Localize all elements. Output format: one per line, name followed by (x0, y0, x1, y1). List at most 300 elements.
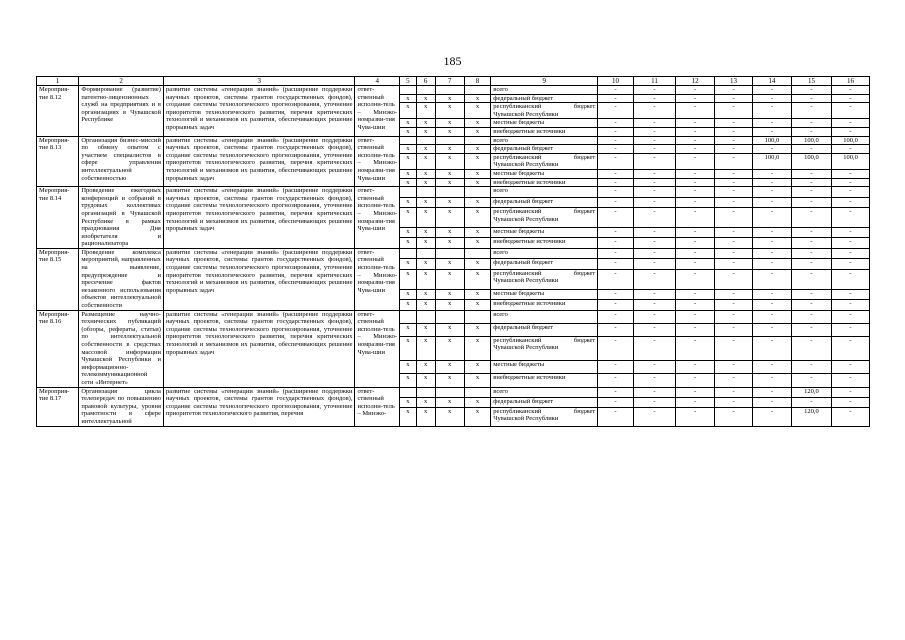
funding-value-cell: - (715, 153, 753, 169)
code-mark-cell: x (416, 103, 435, 119)
code-mark-cell (400, 136, 417, 145)
code-mark-cell: x (435, 94, 464, 103)
funding-source-cell: всего (491, 187, 598, 197)
funding-value-cell: - (633, 300, 675, 311)
funding-value-cell: - (791, 248, 831, 258)
measure-id-cell: Мероприя-тие 8.15 (37, 248, 79, 310)
code-mark-cell: x (416, 145, 435, 154)
code-mark-cell (416, 387, 435, 397)
funding-value-cell: - (715, 259, 753, 269)
funding-value-cell: - (676, 397, 715, 407)
funding-source-cell: республиканский бюджет Чувашской Республики (491, 336, 598, 361)
code-mark-cell: x (400, 145, 417, 154)
code-mark-cell: x (416, 153, 435, 169)
funding-value-cell: - (715, 397, 753, 407)
funding-value-cell: - (715, 387, 753, 397)
code-mark-cell: x (435, 323, 464, 336)
funding-value-cell: - (791, 119, 831, 128)
funding-source-cell: внебюджетные источники (491, 238, 598, 249)
funding-value-cell: - (752, 310, 791, 323)
funding-value-cell: - (791, 145, 831, 154)
executor-cell: ответ-ственный исполни-тель – Минэко-номразви-тия Чува-шии (355, 136, 400, 187)
funding-value-cell: - (715, 323, 753, 336)
funding-value-cell: - (752, 248, 791, 258)
funding-value-cell: - (598, 103, 634, 119)
funding-value-cell: - (598, 361, 634, 374)
funding-value-cell: - (791, 361, 831, 374)
funding-value-cell: - (598, 374, 634, 387)
funding-value-cell: - (598, 145, 634, 154)
code-mark-cell: x (416, 300, 435, 311)
funding-value-cell: - (715, 169, 753, 178)
code-mark-cell: x (416, 323, 435, 336)
code-mark-cell: x (435, 227, 464, 237)
column-number: 6 (416, 77, 435, 86)
funding-value-cell: - (676, 94, 715, 103)
funding-value-cell: - (791, 86, 831, 95)
funding-value-cell: - (791, 397, 831, 407)
funding-value-cell: - (791, 374, 831, 387)
funding-source-cell: местные бюджеты (491, 361, 598, 374)
code-mark-cell: x (435, 374, 464, 387)
funding-value-cell: - (676, 259, 715, 269)
funding-value-cell: - (752, 374, 791, 387)
funding-value-cell: - (633, 323, 675, 336)
code-mark-cell: x (435, 300, 464, 311)
funding-value-cell: - (633, 153, 675, 169)
funding-value-cell: - (676, 269, 715, 289)
funding-value-cell: - (832, 197, 870, 207)
code-mark-cell: x (435, 119, 464, 128)
measure-target-cell: развитие системы «генерации знаний» (расширение поддержки научных проектов, системы грантов государственных фондов), создание системы технологического прогнозирования, уточнение приоритетов технологического развития, перечня критических технологий и механизмов их развития, обеспечивающих решение прорывных задач (163, 248, 355, 310)
funding-source-cell: внебюджетные источники (491, 374, 598, 387)
funding-source-cell: республиканский бюджет Чувашской Республики (491, 208, 598, 228)
funding-value-cell: - (791, 187, 831, 197)
column-number: 16 (832, 77, 870, 86)
funding-value-cell: - (832, 208, 870, 228)
funding-source-cell: местные бюджеты (491, 227, 598, 237)
funding-value-cell: - (676, 178, 715, 187)
funding-value-cell: - (715, 248, 753, 258)
funding-source-cell: федеральный бюджет (491, 259, 598, 269)
code-mark-cell: x (435, 259, 464, 269)
code-mark-cell: x (416, 259, 435, 269)
funding-value-cell: - (832, 289, 870, 299)
code-mark-cell: x (400, 397, 417, 407)
funding-value-cell: - (832, 407, 870, 426)
code-mark-cell: x (464, 407, 491, 426)
code-mark-cell (400, 187, 417, 197)
code-mark-cell: x (464, 169, 491, 178)
column-number: 5 (400, 77, 417, 86)
funding-source-cell: республиканский бюджет Чувашской Республики (491, 103, 598, 119)
funding-value-cell: - (633, 169, 675, 178)
code-mark-cell: x (400, 127, 417, 136)
funding-value-cell: - (752, 94, 791, 103)
funding-value-cell: - (633, 387, 675, 397)
funding-value-cell: - (715, 145, 753, 154)
funding-source-cell: федеральный бюджет (491, 197, 598, 207)
code-mark-cell: x (400, 119, 417, 128)
funding-value-cell: - (752, 227, 791, 237)
funding-source-cell: федеральный бюджет (491, 145, 598, 154)
funding-source-cell: всего (491, 248, 598, 258)
funding-value-cell: - (676, 300, 715, 311)
funding-value-cell: - (832, 248, 870, 258)
funding-value-cell: - (832, 300, 870, 311)
funding-value-cell: - (633, 374, 675, 387)
funding-value-cell: - (832, 323, 870, 336)
code-mark-cell: x (400, 289, 417, 299)
code-mark-cell: x (464, 374, 491, 387)
code-mark-cell (416, 248, 435, 258)
code-mark-cell: x (435, 178, 464, 187)
funding-value-cell: - (752, 187, 791, 197)
funding-value-cell: - (832, 103, 870, 119)
funding-value-cell: - (676, 119, 715, 128)
code-mark-cell: x (464, 127, 491, 136)
code-mark-cell: x (416, 119, 435, 128)
code-mark-cell: x (400, 103, 417, 119)
code-mark-cell: x (464, 238, 491, 249)
executor-cell: ответ-ственный исполни-тель – Минэко-номразви-тия Чува-шии (355, 310, 400, 387)
funding-value-cell: - (752, 169, 791, 178)
code-mark-cell: x (435, 208, 464, 228)
funding-value-cell: - (832, 310, 870, 323)
funding-value-cell: 100,0 (752, 136, 791, 145)
code-mark-cell: x (435, 238, 464, 249)
funding-value-cell: - (598, 269, 634, 289)
measure-id-cell: Мероприя-тие 8.14 (37, 187, 79, 249)
funding-value-cell: - (598, 397, 634, 407)
funding-value-cell: - (832, 397, 870, 407)
funding-value-cell: - (633, 136, 675, 145)
column-number: 13 (715, 77, 753, 86)
code-mark-cell (464, 248, 491, 258)
code-mark-cell (464, 86, 491, 95)
funding-value-cell: - (676, 187, 715, 197)
funding-value-cell: - (633, 269, 675, 289)
code-mark-cell: x (400, 323, 417, 336)
funding-value-cell: - (752, 289, 791, 299)
funding-value-cell: - (832, 374, 870, 387)
funding-value-cell: - (715, 103, 753, 119)
funding-value-cell: - (832, 336, 870, 361)
funding-value-cell: - (676, 248, 715, 258)
funding-source-cell: местные бюджеты (491, 169, 598, 178)
funding-value-cell: - (598, 197, 634, 207)
code-mark-cell: x (435, 103, 464, 119)
funding-value-cell: - (676, 86, 715, 95)
code-mark-cell: x (464, 300, 491, 311)
code-mark-cell (435, 387, 464, 397)
code-mark-cell: x (400, 227, 417, 237)
funding-value-cell: - (598, 227, 634, 237)
code-mark-cell (400, 248, 417, 258)
code-mark-cell: x (400, 238, 417, 249)
funding-value-cell: - (598, 387, 634, 397)
funding-value-cell: - (633, 336, 675, 361)
funding-value-cell: 120,0 (791, 407, 831, 426)
funding-value-cell: - (598, 127, 634, 136)
code-mark-cell: x (464, 361, 491, 374)
measure-description-cell: Формирование (развитие) патентно-лицензионных служб на предприятиях и в организациях в Чувашской Республике (79, 86, 164, 137)
code-mark-cell: x (416, 197, 435, 207)
funding-source-cell: республиканский бюджет Чувашской Республики (491, 407, 598, 426)
funding-value-cell: - (715, 86, 753, 95)
funding-value-cell: 100,0 (752, 153, 791, 169)
funding-value-cell: - (633, 103, 675, 119)
funding-value-cell: - (752, 127, 791, 136)
code-mark-cell (416, 86, 435, 95)
funding-value-cell: - (598, 169, 634, 178)
funding-value-cell: - (633, 208, 675, 228)
code-mark-cell: x (400, 300, 417, 311)
funding-value-cell: - (715, 336, 753, 361)
funding-value-cell: - (676, 197, 715, 207)
funding-value-cell: - (598, 187, 634, 197)
funding-value-cell: - (791, 289, 831, 299)
table-row (37, 387, 870, 397)
funding-value-cell: - (676, 374, 715, 387)
code-mark-cell: x (416, 374, 435, 387)
measure-id-cell: Мероприя-тие 8.17 (37, 387, 79, 426)
measure-id-cell: Мероприя-тие 8.16 (37, 310, 79, 387)
measure-target-cell: развитие системы «генерации знаний» (расширение поддержки научных проектов, системы грантов государственных фондов), создание системы технологического прогнозирования, уточнение приоритетов технологического развития, перечня критических технологий и механизмов их развития, обеспечивающих решение прорывных задач (163, 136, 355, 187)
funding-value-cell: 100,0 (791, 136, 831, 145)
funding-value-cell: - (598, 407, 634, 426)
funding-value-cell: - (598, 323, 634, 336)
column-number: 7 (435, 77, 464, 86)
code-mark-cell: x (464, 397, 491, 407)
code-mark-cell (464, 310, 491, 323)
code-mark-cell (416, 310, 435, 323)
funding-value-cell: - (752, 361, 791, 374)
funding-value-cell: - (598, 136, 634, 145)
funding-value-cell: - (676, 169, 715, 178)
code-mark-cell (416, 136, 435, 145)
funding-value-cell: - (598, 153, 634, 169)
funding-value-cell: - (752, 300, 791, 311)
code-mark-cell: x (416, 94, 435, 103)
funding-value-cell: - (791, 94, 831, 103)
code-mark-cell: x (400, 197, 417, 207)
code-mark-cell (435, 248, 464, 258)
code-mark-cell: x (464, 208, 491, 228)
funding-value-cell: - (676, 227, 715, 237)
code-mark-cell: x (400, 153, 417, 169)
table-row (37, 86, 870, 95)
code-mark-cell (400, 310, 417, 323)
funding-value-cell: - (832, 86, 870, 95)
code-mark-cell: x (416, 178, 435, 187)
funding-value-cell: - (752, 119, 791, 128)
funding-value-cell: - (752, 197, 791, 207)
funding-value-cell: - (752, 323, 791, 336)
code-mark-cell: x (464, 145, 491, 154)
code-mark-cell: x (464, 94, 491, 103)
code-mark-cell: x (435, 397, 464, 407)
code-mark-cell: x (416, 397, 435, 407)
funding-value-cell: - (633, 119, 675, 128)
funding-value-cell: - (676, 145, 715, 154)
funding-value-cell: - (752, 238, 791, 249)
funding-value-cell: - (791, 300, 831, 311)
measure-target-cell: развитие системы «генерации знаний» (расширение поддержки научных проектов, системы грантов государственных фондов), создание системы технологического прогнозирования, уточнение приоритетов технологического развития, перечня критических технологий и механизмов их развития, обеспечивающих решение прорывных задач (163, 187, 355, 249)
funding-value-cell: 100,0 (791, 153, 831, 169)
funding-value-cell: - (676, 127, 715, 136)
table-row (37, 248, 870, 258)
funding-value-cell: - (598, 248, 634, 258)
page-number: 185 (443, 54, 462, 68)
funding-value-cell: 120,0 (791, 387, 831, 397)
code-mark-cell: x (416, 269, 435, 289)
column-number: 11 (633, 77, 675, 86)
funding-value-cell: - (791, 323, 831, 336)
code-mark-cell: x (464, 269, 491, 289)
funding-value-cell: - (676, 289, 715, 299)
funding-value-cell: - (633, 86, 675, 95)
code-mark-cell (435, 86, 464, 95)
funding-value-cell: - (832, 238, 870, 249)
code-mark-cell: x (400, 259, 417, 269)
funding-value-cell: - (715, 208, 753, 228)
funding-value-cell: - (676, 407, 715, 426)
code-mark-cell (416, 187, 435, 197)
funding-value-cell: - (752, 86, 791, 95)
column-number: 15 (791, 77, 831, 86)
code-mark-cell: x (464, 103, 491, 119)
funding-value-cell: - (752, 397, 791, 407)
measure-id-cell: Мероприя-тие 8.13 (37, 136, 79, 187)
code-mark-cell: x (400, 336, 417, 361)
funding-value-cell: - (633, 227, 675, 237)
funding-value-cell: - (676, 103, 715, 119)
code-mark-cell: x (435, 145, 464, 154)
funding-source-cell: местные бюджеты (491, 119, 598, 128)
code-mark-cell: x (416, 289, 435, 299)
measure-id-cell: Мероприя-тие 8.12 (37, 86, 79, 137)
funding-value-cell: - (676, 208, 715, 228)
funding-value-cell: - (715, 227, 753, 237)
funding-value-cell: - (752, 387, 791, 397)
funding-value-cell: - (832, 187, 870, 197)
funding-source-cell: федеральный бюджет (491, 94, 598, 103)
table-row (37, 187, 870, 197)
funding-value-cell: - (633, 197, 675, 207)
code-mark-cell (400, 387, 417, 397)
funding-value-cell: - (598, 259, 634, 269)
column-number: 1 (37, 77, 79, 86)
funding-value-cell: - (791, 336, 831, 361)
code-mark-cell: x (435, 169, 464, 178)
funding-value-cell: - (633, 94, 675, 103)
funding-value-cell: - (633, 310, 675, 323)
code-mark-cell: x (464, 336, 491, 361)
executor-cell: ответ-ственный исполни-тель – Минэко-номразви-тия Чува-шии (355, 86, 400, 137)
funding-value-cell: - (633, 238, 675, 249)
column-number-row (37, 77, 870, 86)
measure-description-cell: Размещение научно-технических публикаций (обзоры, рефераты, статьи) по интеллектуальной собственности в средствах массовой информации Чувашской Республики и информационно-телекоммуникационной сети «Интернет» (79, 310, 164, 387)
code-mark-cell: x (400, 269, 417, 289)
code-mark-cell: x (435, 269, 464, 289)
funding-value-cell: - (832, 119, 870, 128)
code-mark-cell (435, 187, 464, 197)
funding-value-cell: - (832, 387, 870, 397)
code-mark-cell: x (464, 259, 491, 269)
funding-source-cell: федеральный бюджет (491, 323, 598, 336)
executor-cell: ответ-ственный исполни-тель – Минэко-номразви-тия Чува-шии (355, 187, 400, 249)
funding-value-cell: - (633, 397, 675, 407)
funding-value-cell: - (791, 269, 831, 289)
code-mark-cell: x (416, 208, 435, 228)
funding-value-cell: - (598, 300, 634, 311)
code-mark-cell: x (400, 208, 417, 228)
code-mark-cell: x (464, 197, 491, 207)
funding-value-cell: - (715, 197, 753, 207)
funding-value-cell: - (715, 119, 753, 128)
column-number: 2 (79, 77, 164, 86)
code-mark-cell (435, 310, 464, 323)
code-mark-cell (400, 86, 417, 95)
funding-value-cell: - (598, 119, 634, 128)
code-mark-cell: x (464, 153, 491, 169)
funding-value-cell: - (676, 323, 715, 336)
funding-value-cell: - (791, 238, 831, 249)
code-mark-cell: x (464, 119, 491, 128)
measure-description-cell: Проведение ежегодных конференций и собраний в трудовых коллективах организаций в Чувашской Республике в рамках празднования Дня изобретателя и рационализатора (79, 187, 164, 249)
code-mark-cell: x (435, 127, 464, 136)
code-mark-cell: x (464, 323, 491, 336)
funding-source-cell: всего (491, 387, 598, 397)
funding-value-cell: - (598, 94, 634, 103)
executor-cell: ответ-ственный исполни-тель – Минэко- (355, 387, 400, 426)
funding-value-cell: - (633, 127, 675, 136)
funding-value-cell: - (715, 310, 753, 323)
funding-value-cell: - (633, 178, 675, 187)
funding-value-cell: 100,0 (832, 153, 870, 169)
funding-source-cell: местные бюджеты (491, 289, 598, 299)
funding-value-cell: - (832, 227, 870, 237)
code-mark-cell: x (400, 169, 417, 178)
funding-value-cell: - (598, 336, 634, 361)
code-mark-cell: x (400, 374, 417, 387)
funding-value-cell: - (752, 269, 791, 289)
code-mark-cell (464, 387, 491, 397)
code-mark-cell: x (435, 407, 464, 426)
funding-value-cell: - (676, 387, 715, 397)
code-mark-cell: x (400, 178, 417, 187)
code-mark-cell: x (416, 336, 435, 361)
code-mark-cell: x (416, 238, 435, 249)
funding-value-cell: - (832, 94, 870, 103)
funding-source-cell: республиканский бюджет Чувашской Республики (491, 269, 598, 289)
measure-target-cell: развитие системы «генерации знаний» (расширение поддержки научных проектов, системы грантов государственных фондов), создание системы технологического прогнозирования, уточнение приоритетов технологического развития, перечня (163, 387, 355, 426)
funding-value-cell: - (715, 238, 753, 249)
funding-source-cell: всего (491, 136, 598, 145)
funding-value-cell: - (715, 187, 753, 197)
code-mark-cell: x (416, 127, 435, 136)
code-mark-cell: x (416, 227, 435, 237)
column-number: 8 (464, 77, 491, 86)
funding-value-cell: - (832, 178, 870, 187)
funding-value-cell: - (832, 169, 870, 178)
funding-value-cell: - (598, 238, 634, 249)
code-mark-cell: x (416, 407, 435, 426)
code-mark-cell: x (435, 361, 464, 374)
funding-value-cell: - (752, 208, 791, 228)
funding-value-cell: - (791, 310, 831, 323)
